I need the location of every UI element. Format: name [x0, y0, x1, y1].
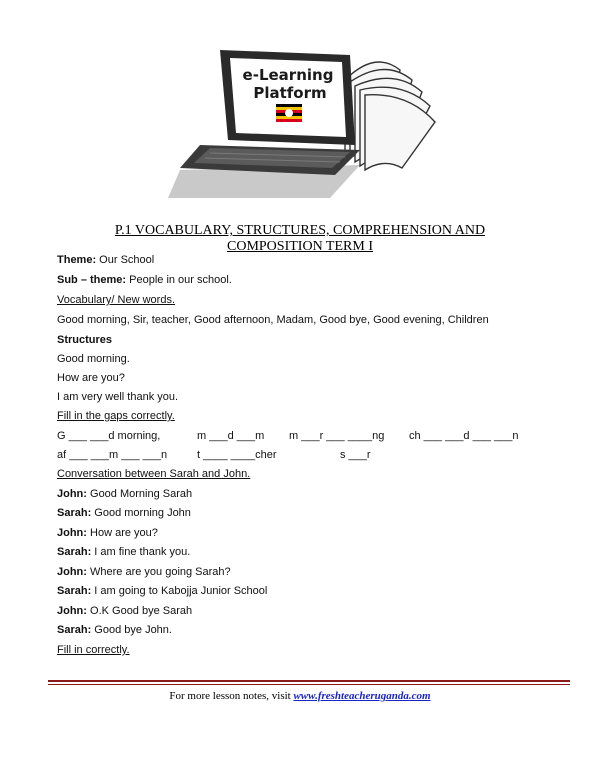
speaker-name: John: [57, 605, 87, 617]
page-title-line1: P.1 VOCABULARY, STRUCTURES, COMPREHENSION AND [114, 223, 486, 238]
footer-rule-thin [48, 684, 570, 685]
theme-label: Theme: [57, 254, 97, 266]
subtheme-value: People in our school. [126, 274, 232, 286]
speaker-name: Sarah: [57, 546, 92, 558]
conversation-line [57, 488, 192, 500]
conversation-line [57, 605, 192, 617]
fill-gaps-heading: Fill in the gaps correctly. [57, 410, 175, 422]
page-title-line2: COMPOSITION TERM I [227, 239, 373, 254]
structure-line: Good morning. [57, 353, 130, 365]
theme-value: Our School [96, 254, 155, 266]
footer-link[interactable]: www.freshteacheruganda.com [293, 690, 431, 702]
speech-text: I am fine thank you. [91, 546, 191, 558]
book-pages-icon [345, 62, 435, 170]
speaker-name: Sarah: [57, 624, 92, 636]
structures-heading: Structures [57, 334, 113, 346]
gap-item: G ___ ___d morning, [57, 430, 161, 442]
gap-item: t ____ ____cher [197, 449, 277, 461]
footer-rule [48, 680, 570, 682]
gap-item: s ___r [340, 449, 371, 461]
speech-text: O.K Good bye Sarah [86, 605, 193, 617]
gap-item: m ___d ___m [197, 430, 265, 442]
conversation-line [57, 585, 267, 597]
vocabulary-heading: Vocabulary/ New words. [57, 294, 175, 306]
speaker-name: John: [57, 527, 87, 539]
fill-gaps-row1 [57, 430, 557, 444]
speech-text: Where are you going Sarah? [86, 566, 231, 578]
speech-text: I am going to Kabojja Junior School [91, 585, 268, 597]
speech-text: Good Morning Sarah [86, 488, 193, 500]
logo-text-line1: e-Learning [242, 66, 334, 84]
footer-text: For more lesson notes, visit [169, 690, 294, 702]
conversation-heading: Conversation between Sarah and John. [57, 468, 251, 480]
conversation-line [57, 507, 191, 519]
structure-line: How are you? [57, 372, 125, 384]
conversation-line [57, 546, 190, 558]
speaker-name: Sarah: [57, 585, 92, 597]
conversation-line [57, 566, 231, 578]
subtheme-label: Sub – theme: [57, 274, 127, 286]
gap-item: m ___r ___ ____ng [289, 430, 385, 442]
page-title [60, 223, 540, 255]
theme-line [57, 254, 154, 266]
speaker-name: John: [57, 488, 87, 500]
fill-correctly-heading: Fill in correctly. [57, 644, 130, 656]
fill-gaps-row2 [57, 449, 557, 463]
vocabulary-words: Good morning, Sir, teacher, Good afternoon, Madam, Good bye, Good evening, Children [57, 314, 489, 326]
gap-item: ch ___ ___d ___ ___n [409, 430, 519, 442]
speaker-name: Sarah: [57, 507, 92, 519]
conversation-line [57, 527, 158, 539]
structure-line: I am very well thank you. [57, 391, 179, 403]
e-learning-platform-logo [150, 40, 450, 200]
subtheme-line [57, 274, 232, 286]
speech-text: Good morning John [91, 507, 191, 519]
speech-text: Good bye John. [91, 624, 172, 636]
speech-text: How are you? [86, 527, 158, 539]
conversation-line [57, 624, 172, 636]
uganda-flag-icon [276, 104, 302, 122]
footer [0, 690, 600, 702]
gap-item: af ___ ___m ___ ___n [57, 449, 168, 461]
speaker-name: John: [57, 566, 87, 578]
logo-text-line2: Platform [253, 84, 327, 102]
